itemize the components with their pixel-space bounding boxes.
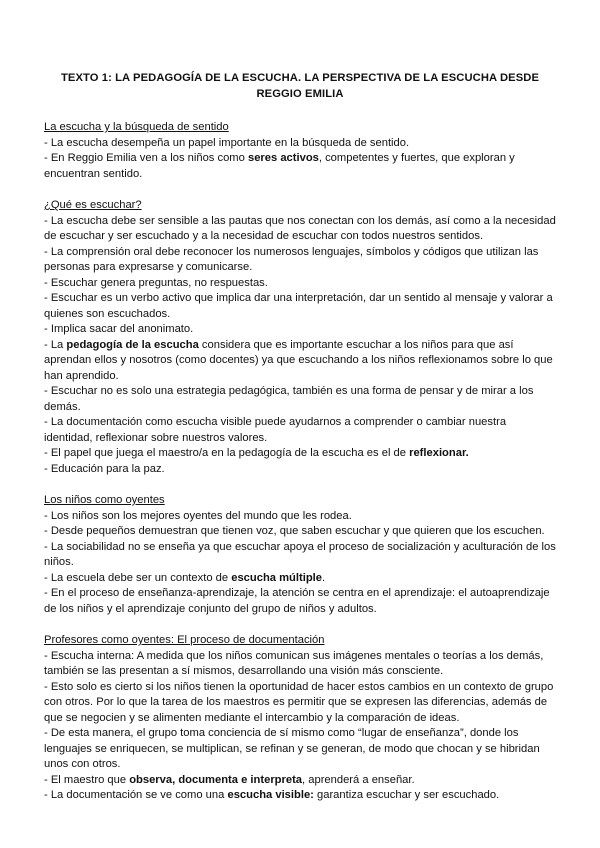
bullet-item: - Escuchar es un verbo activo que implica dar una interpretación, dar un sentido al mensaje y valorar a quienes son escuchados. (44, 292, 553, 320)
bullet-item: - Escucha interna: A medida que los niños comunican sus imágenes mentales o teorías a los demás, también se las presentan a sí mismos, desarrollando una visión más consciente. (44, 649, 544, 677)
bullet-item: - Esto solo es cierto si los niños tienen la oportunidad de hacer estos cambios en un contexto de grupo con otros. Por lo que la tarea de los maestros es permitir que se expresen las diferencias, además de que se negocien y se alimenten mediante el intercambio y la comparación de ideas. (44, 680, 554, 724)
section-1 (44, 120, 556, 182)
bullet-item: - Los niños son los mejores oyentes del mundo que les rodea. (44, 509, 352, 522)
bold-term: reflexionar. (409, 447, 469, 459)
section-heading: Profesores como oyentes: El proceso de documentación (44, 634, 325, 646)
bold-term: escucha visible: (227, 789, 314, 801)
bullet-item: - La comprensión oral debe reconocer los numerosos lenguajes, símbolos y códigos que utilizan las personas para expresarse y comunicarse. (44, 245, 539, 273)
bullet-item: - El maestro que observa, documenta e interpreta, aprenderá a enseñar. (44, 773, 415, 786)
bullet-item: - La sociabilidad no se enseña ya que escuchar apoya el proceso de socialización y aculturación de los niños. (44, 540, 556, 568)
section-heading: ¿Qué es escuchar? (44, 199, 142, 211)
bold-term: escucha múltiple (231, 571, 322, 584)
section-heading: La escucha y la búsqueda de sentido (44, 121, 229, 133)
bold-term: pedagogía de la escucha (66, 338, 199, 351)
bullet-item: - La documentación como escucha visible puede ayudarnos a comprender o cambiar nuestra identidad, reflexionar sobre nuestros valores. (44, 416, 507, 444)
section-heading: Los niños como oyentes (44, 494, 165, 506)
bold-term: observa, documenta e interpreta (129, 773, 303, 786)
bullet-item: - La escucha debe ser sensible a las pautas que nos conectan con los demás, así como a la necesidad de escuchar y ser escuchado y a la necesidad de escuchar con todos nuestros sentidos. (44, 214, 556, 242)
bullet-item: - Implica sacar del anonimato. (44, 323, 194, 335)
document-title: TEXTO 1: LA PEDAGOGÍA DE LA ESCUCHA. LA PERSPECTIVA DE LA ESCUCHA DESDE REGGIO EMILIA (60, 72, 540, 100)
bullet-item: - Educación para la paz. (44, 462, 165, 475)
bullet-item: - Desde pequeños demuestran que tienen voz, que saben escuchar y que quieren que los escuchen. (44, 525, 545, 537)
section-4 (44, 633, 556, 804)
bullet-item: - La escuela debe ser un contexto de escucha múltiple. (44, 571, 326, 584)
section-2 (44, 198, 556, 477)
section-3 (44, 493, 556, 617)
bullet-item: - La pedagogía de la escucha considera que es importante escuchar a los niños para que así aprendan ellos y nosotros (como docentes) ya que escuchando a los niños reflexionamos sobre lo que han aprendido. (44, 338, 553, 382)
bold-term: seres activos (247, 152, 319, 164)
bullet-item: - De esta manera, el grupo toma conciencia de sí mismo como “lugar de enseñanza”, donde los lenguajes se enriquecen, se multiplican, se refinan y se generan, de modo que chocan y se hibridan unos con otros. (44, 727, 540, 770)
bullet-item: - Escuchar genera preguntas, no respuestas. (44, 276, 268, 289)
document-body (44, 120, 556, 804)
bullet-item: - El papel que juega el maestro/a en la pedagogía de la escucha es el de reflexionar. (44, 447, 469, 459)
bullet-item: - Escuchar no es solo una estrategia pedagógica, también es una forma de pensar y de mirar a los demás. (44, 385, 534, 413)
bullet-item: - La documentación se ve como una escucha visible: garantiza escuchar y ser escuchado. (44, 789, 500, 801)
bullet-item: - La escucha desempeña un papel importante en la búsqueda de sentido. (44, 136, 410, 149)
bullet-item: - En Reggio Emilia ven a los niños como seres activos, competentes y fuertes, que exploran y encuentran sentido. (44, 152, 515, 180)
bullet-item: - En el proceso de enseñanza-aprendizaje, la atención se centra en el aprendizaje: el autoaprendizaje de los niños y el aprendizaje conjunto del grupo de niños y adultos. (44, 587, 550, 615)
